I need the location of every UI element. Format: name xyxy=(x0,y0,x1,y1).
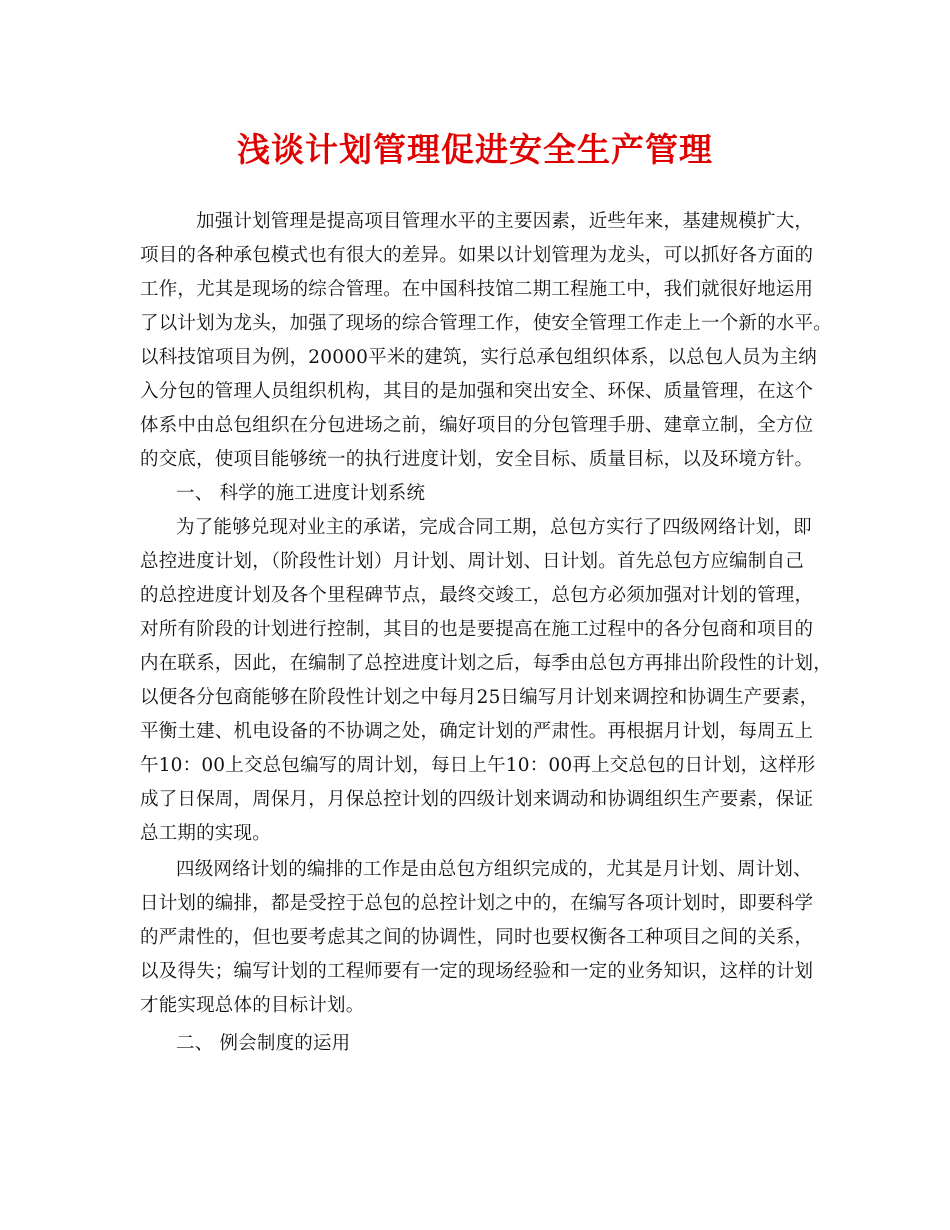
paragraph-line: 午10：00上交总包编写的周计划，每日上午10：00再上交总包的日计划，这样形 xyxy=(140,755,816,776)
section-heading-2: 二、 例会制度的运用 xyxy=(176,1033,351,1054)
paragraph-line: 加强计划管理是提高项目管理水平的主要因素，近些年来，基建规模扩大， xyxy=(196,211,814,232)
paragraph-line: 内在联系，因此，在编制了总控进度计划之后，每季由总包方再排出阶段性的计划， xyxy=(140,653,832,674)
paragraph-line: 日计划的编排，都是受控于总包的总控计划之中的，在编写各项计划时，即要科学 xyxy=(140,893,814,914)
paragraph-line: 体系中由总包组织在分包进场之前，编好项目的分包管理手册、建章立制，全方位 xyxy=(140,415,814,436)
paragraph-line: 总控进度计划，（阶段性计划）月计划、周计划、日计划。首先总包方应编制自己 xyxy=(140,551,804,572)
paragraph-line: 平衡土建、机电设备的不协调之处，确定计划的严肃性。再根据月计划，每周五上 xyxy=(140,721,814,742)
document-title: 浅谈计划管理促进安全生产管理 xyxy=(237,130,713,169)
paragraph-line: 总工期的实现。 xyxy=(140,823,271,844)
paragraph-line: 工作，尤其是现场的综合管理。在中国科技馆二期工程施工中，我们就很好地运用 xyxy=(140,279,814,300)
paragraph-line: 对所有阶段的计划进行控制，其目的也是要提高在施工过程中的各分包商和项目的 xyxy=(140,619,814,640)
paragraph-line: 才能实现总体的目标计划。 xyxy=(140,995,365,1016)
paragraph-line: 的交底，使项目能够统一的执行进度计划，安全目标、质量目标，以及环境方针。 xyxy=(140,449,814,470)
paragraph-line: 四级网络计划的编排的工作是由总包方组织完成的，尤其是月计划、周计划、 xyxy=(176,859,812,880)
paragraph-line: 的总控进度计划及各个里程碑节点，最终交竣工，总包方必须加强对计划的管理， xyxy=(140,585,814,606)
paragraph-line: 以便各分包商能够在阶段性计划之中每月25日编写月计划来调控和协调生产要素， xyxy=(140,687,819,708)
paragraph-line: 的严肃性的，但也要考虑其之间的协调性，同时也要权衡各工种项目之间的关系， xyxy=(140,927,814,948)
paragraph-line: 以及得失；编写计划的工程师要有一定的现场经验和一定的业务知识，这样的计划 xyxy=(140,961,814,982)
paragraph-line: 为了能够兑现对业主的承诺，完成合同工期，总包方实行了四级网络计划，即 xyxy=(176,517,812,538)
paragraph-line: 入分包的管理人员组织机构，其目的是加强和突出安全、环保、质量管理，在这个 xyxy=(140,381,814,402)
paragraph-line: 以科技馆项目为例，20000平米的建筑，实行总承包组织体系，以总包人员为主纳 xyxy=(140,347,817,368)
paragraph-line: 了以计划为龙头，加强了现场的综合管理工作，使安全管理工作走上一个新的水平。 xyxy=(140,313,832,334)
paragraph-line: 项目的各种承包模式也有很大的差异。如果以计划管理为龙头，可以抓好各方面的 xyxy=(140,245,814,266)
paragraph-line: 成了日保周，周保月，月保总控计划的四级计划来调动和协调组织生产要素，保证 xyxy=(140,789,814,810)
section-heading-1: 一、 科学的施工进度计划系统 xyxy=(176,483,426,504)
